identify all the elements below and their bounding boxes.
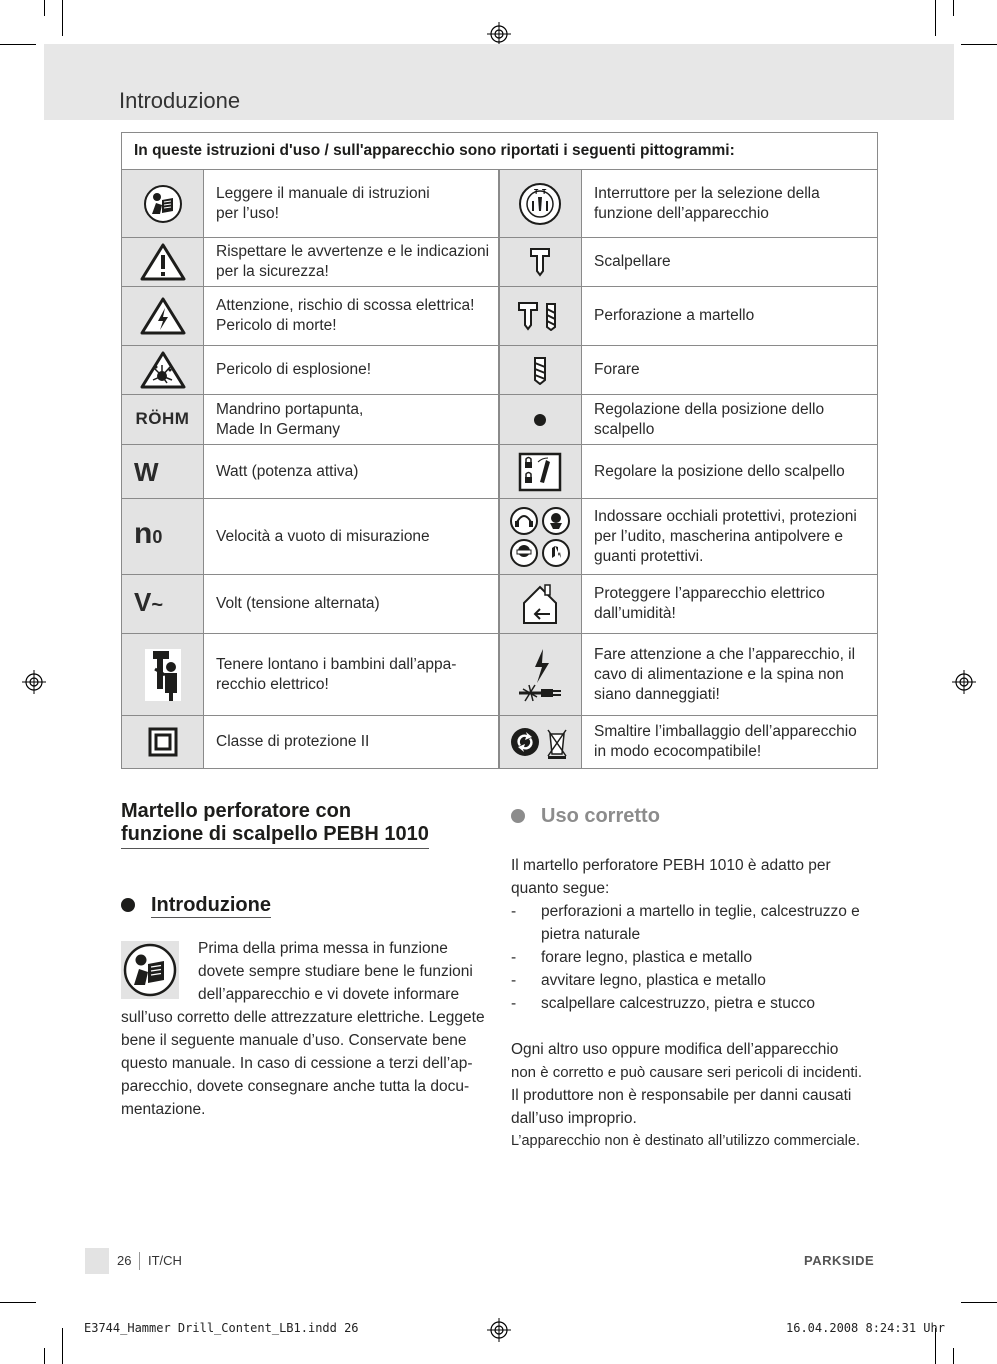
- bullet-icon: [121, 898, 135, 912]
- registration-mark-icon: [952, 670, 976, 694]
- table-cell-text: Perforazione a martello: [582, 287, 878, 346]
- watt-symbol: W: [134, 456, 159, 487]
- table-cell-text: Mandrino portapunta, Made In Germany: [204, 395, 499, 445]
- table-cell-text: Indossare occhiali protettivi, protezioni per l’udito, mascherina antipolvere e guanti protettivi.: [582, 499, 878, 575]
- list-dash: -: [511, 903, 517, 920]
- no-load-subscript: 0: [152, 527, 163, 547]
- page-number-box: [85, 1248, 109, 1274]
- table-heading: In queste istruzioni d'uso / sull'apparecchio sono riportati i seguenti pittogrammi:: [122, 133, 878, 170]
- table-cell-text: Velocità a vuoto di misurazione: [204, 499, 499, 575]
- crop-mark: [62, 0, 63, 36]
- list-item: [511, 992, 881, 1015]
- closing-line: Ogni altro uso oppure modifica dell’apparecchio: [511, 1041, 839, 1058]
- intended-use-title: Uso corretto: [541, 805, 660, 827]
- read-manual-icon: [121, 941, 179, 999]
- crop-mark: [44, 0, 45, 16]
- page-title: Introduzione: [119, 88, 241, 113]
- list-item: [511, 900, 881, 946]
- left-column: [121, 800, 486, 1121]
- list-dash: -: [511, 949, 517, 966]
- table-cell-text: Leggere il manuale di istruzioni per l’uso!: [204, 170, 499, 238]
- intended-use-line: Il martello perforatore PEBH 1010 è adatto per: [511, 857, 831, 874]
- crop-mark: [953, 0, 954, 16]
- table-cell-text: Pericolo di esplosione!: [204, 346, 499, 395]
- intended-use-heading: [511, 804, 881, 828]
- list-item-text: perforazioni a martello in teglie, calcestruzzo e pietra naturale: [541, 903, 860, 943]
- table-row: [122, 287, 878, 346]
- table-cell-text: Volt (tensione alternata): [204, 575, 499, 634]
- table-row: [122, 445, 878, 499]
- pictogram-table: [121, 132, 878, 769]
- table-cell-text: Smaltire l’imballaggio dell’apparecchio in modo ecocompatibile!: [582, 716, 878, 769]
- table-cell-text: Rispettare le avvertenze e le indicazioni per la sicurezza!: [204, 238, 499, 287]
- no-load-symbol: n: [134, 517, 153, 550]
- crop-mark: [62, 1328, 63, 1364]
- crop-mark: [935, 0, 936, 36]
- locale-label: IT/CH: [148, 1253, 182, 1268]
- no-load-speed-icon: [122, 499, 204, 575]
- table-row: [122, 238, 878, 287]
- table-cell-text: Tenere lontano i bambini dall’appa- recchio elettrico!: [204, 634, 499, 716]
- intro-text-block: [121, 937, 486, 1121]
- table-cell-text: Regolazione della posizione dello scalpello: [582, 395, 878, 445]
- explosion-icon: [122, 346, 204, 395]
- table-row: [122, 575, 878, 634]
- table-cell-text: Regolare la posizione dello scalpello: [582, 445, 878, 499]
- rohm-logo-icon: [122, 395, 204, 445]
- electric-shock-icon: [122, 287, 204, 346]
- table-row: [122, 499, 878, 575]
- closing-line: Il produttore non è responsabile per danni causati: [511, 1087, 852, 1104]
- intro-line: questo manuale. In caso di cessione a terzi dell’ap-: [121, 1055, 473, 1072]
- slug-date: 16.04.2008 8:24:31 Uhr: [786, 1321, 945, 1335]
- intro-line: bene il seguente manuale d’uso. Conservate bene: [121, 1032, 467, 1049]
- protective-equipment-icon: [499, 499, 582, 575]
- crop-mark: [961, 1302, 997, 1303]
- protection-class-ii-icon: [122, 716, 204, 769]
- table-cell-text: Interruttore per la selezione della funzione dell’apparecchio: [582, 170, 878, 238]
- table-cell-text: Scalpellare: [582, 238, 878, 287]
- list-item: [511, 969, 881, 992]
- brand-logo: PARKSIDE: [804, 1253, 875, 1268]
- svg-text:T: T: [542, 188, 547, 196]
- bullet-icon: [511, 809, 525, 823]
- intro-line: sull’uso corretto delle attrezzature elettriche. Leggete: [121, 1009, 485, 1026]
- volt-symbol: V: [134, 586, 152, 617]
- registration-mark-icon: [487, 1318, 511, 1342]
- function-switch-icon: [499, 170, 582, 238]
- intro-heading: Introduzione: [151, 894, 271, 916]
- ac-symbol: ~: [151, 593, 164, 616]
- damaged-cable-icon: [499, 634, 582, 716]
- intended-use-body: [511, 854, 881, 1153]
- crop-mark: [0, 1302, 36, 1303]
- intro-section-heading: [121, 893, 486, 917]
- product-title-line: Martello perforatore con: [121, 800, 352, 822]
- chisel-lock-icon: [499, 445, 582, 499]
- intro-line: dovete sempre studiare bene le funzioni: [198, 963, 473, 980]
- table-cell-text: Forare: [582, 346, 878, 395]
- rohm-logo-text: RÖHM: [135, 409, 190, 428]
- table-heading-row: [122, 133, 878, 170]
- recycling-icon: [499, 716, 582, 769]
- dot-icon: [499, 395, 582, 445]
- list-item-text: forare legno, plastica e metallo: [541, 949, 753, 966]
- intro-line: dell’apparecchio e vi dovete informare: [198, 986, 460, 1003]
- right-column: [511, 800, 881, 1153]
- crop-mark: [961, 44, 997, 45]
- slug-file: E3744_Hammer Drill_Content_LB1.indd 26: [84, 1321, 359, 1335]
- crop-mark: [44, 1348, 45, 1364]
- product-title: [121, 800, 429, 849]
- list-dash: -: [511, 995, 517, 1012]
- crop-mark: [0, 44, 36, 45]
- intended-use-list: [511, 900, 881, 1015]
- crop-mark: [953, 1348, 954, 1364]
- watt-icon: [122, 445, 204, 499]
- read-manual-icon: [122, 170, 204, 238]
- table-cell-text: Attenzione, rischio di scossa elettrica! Pericolo di morte!: [204, 287, 499, 346]
- table-cell-text: Fare attenzione a che l’apparecchio, il cavo di alimentazione e la spina non siano danneggiati!: [582, 634, 878, 716]
- keep-children-away-icon: [122, 634, 204, 716]
- table-row: [122, 634, 878, 716]
- product-title-line: funzione di scalpello PEBH 1010: [121, 823, 429, 845]
- intro-line: parecchio, dovete consegnare anche tutta la docu-: [121, 1078, 470, 1095]
- warning-icon: [122, 238, 204, 287]
- table-cell-text: Watt (potenza attiva): [204, 445, 499, 499]
- chisel-icon: [499, 238, 582, 287]
- list-item-text: avvitare legno, plastica e metallo: [541, 972, 766, 989]
- list-dash: -: [511, 972, 517, 989]
- table-cell-text: Classe di protezione II: [204, 716, 499, 769]
- table-row: [122, 716, 878, 769]
- hammer-drill-icon: [499, 287, 582, 346]
- table-row: [122, 395, 878, 445]
- svg-text:T: T: [534, 188, 539, 196]
- table-cell-text: Proteggere l’apparecchio elettrico dall’umidità!: [582, 575, 878, 634]
- protect-moisture-icon: [499, 575, 582, 634]
- footer-divider: [139, 1252, 140, 1270]
- intro-line: mentazione.: [121, 1101, 206, 1118]
- list-item: [511, 946, 881, 969]
- list-item-text: scalpellare calcestruzzo, pietra e stucco: [541, 995, 815, 1012]
- intended-use-line: quanto segue:: [511, 880, 610, 897]
- drill-bit-icon: [499, 346, 582, 395]
- intro-line: Prima della prima messa in funzione: [198, 940, 448, 957]
- registration-mark-icon: [22, 670, 46, 694]
- closing-line: L’apparecchio non è destinato all’utilizzo commerciale.: [511, 1133, 860, 1149]
- registration-mark-icon: [487, 22, 511, 46]
- table-row: [122, 346, 878, 395]
- closing-line: non è corretto e può causare seri pericoli di incidenti.: [511, 1064, 863, 1081]
- page-number: 26: [117, 1253, 132, 1268]
- volt-ac-icon: [122, 575, 204, 634]
- closing-line: dall’uso improprio.: [511, 1110, 637, 1127]
- table-row: [122, 170, 878, 238]
